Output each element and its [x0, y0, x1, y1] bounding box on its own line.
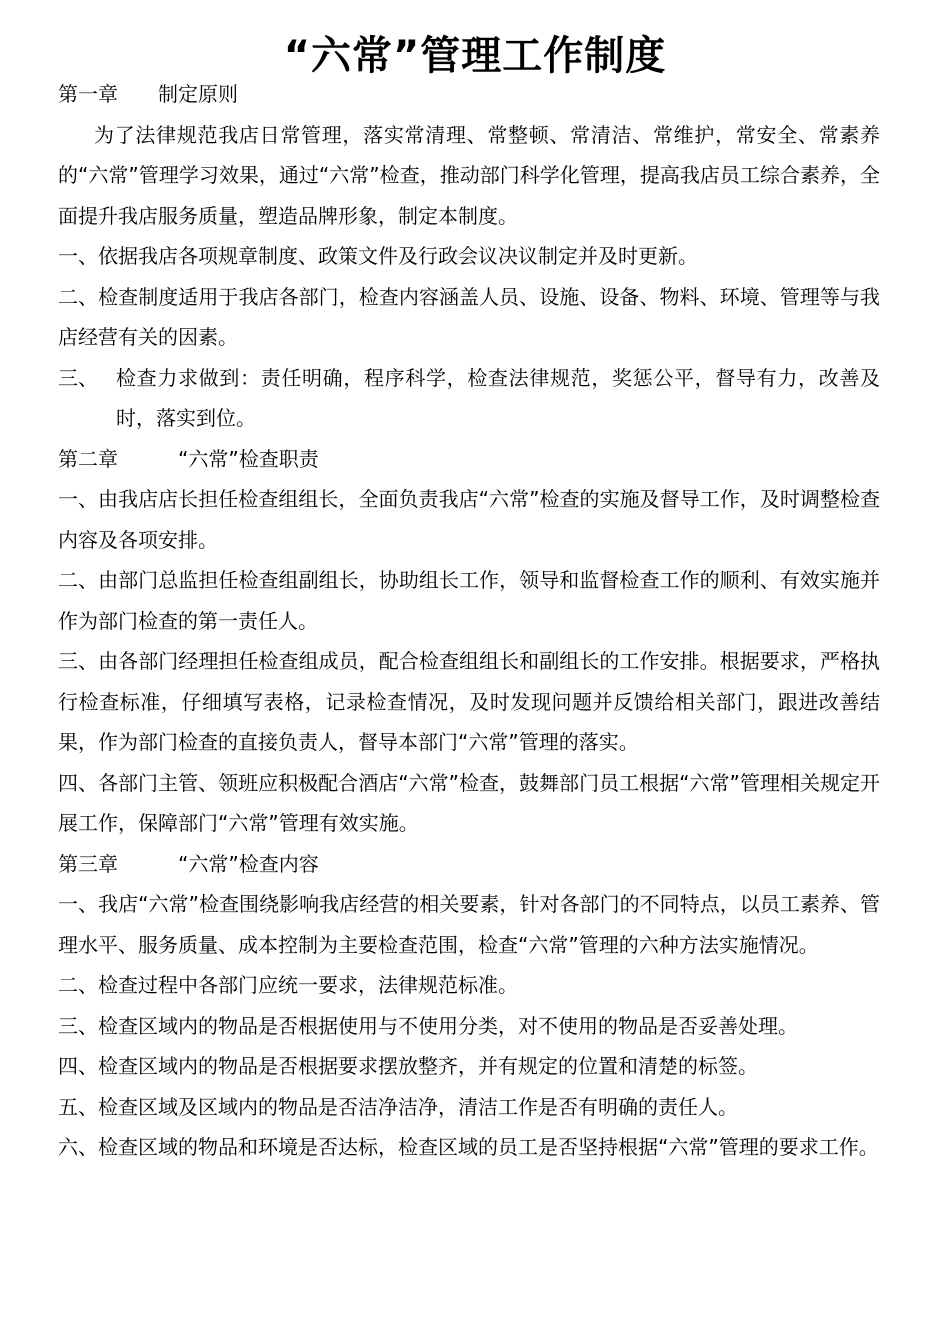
- chapter-1-item-1: 一、依据我店各项规章制度、政策文件及行政会议决议制定并及时更新。: [58, 244, 698, 268]
- chapter-title: “六常”检查职责: [178, 446, 319, 471]
- chapter-2-item-3: 三、由各部门经理担任检查组成员，配合检查组组长和副组长的工作安排。根据要求，严格执行检查标准，仔细填写表格，记录检查情况，及时发现问题并反馈给相关部门，跟进改善结果，作为部门检查的直接负责人，督导本部门“六常”管理的落实。: [58, 649, 880, 754]
- chapter-1-item-3: [58, 358, 880, 439]
- chapter-title: “六常”检查内容: [178, 851, 319, 876]
- chapter-1-intro: 为了法律规范我店日常管理，落实常清理、常整顿、常清洁、常维护，常安全、常素养的“六常”管理学习效果，通过“六常”检查，推动部门科学化管理，提高我店员工综合素养，全面提升我店服务质量，塑造品牌形象，制定本制度。: [58, 122, 880, 228]
- document-body: [58, 74, 880, 1168]
- chapter-2-item-4: 四、各部门主管、领班应积极配合酒店“六常”检查，鼓舞部门员工根据“六常”管理相关规定开展工作，保障部门“六常”管理有效实施。: [58, 770, 880, 835]
- chapter-3-item-6: 六、检查区域的物品和环境是否达标，检查区域的员工是否坚持根据“六常”管理的要求工作。: [58, 1135, 879, 1159]
- document-title: “六常”管理工作制度: [283, 33, 667, 79]
- item-text: 检查力求做到：责任明确，程序科学，检查法律规范，奖惩公平，督导有力，改善及时，落实到位。: [116, 365, 880, 430]
- chapter-1-item-2: 二、检查制度适用于我店各部门，检查内容涵盖人员、设施、设备、物料、环境、管理等与我店经营有关的因素。: [58, 284, 880, 349]
- chapter-3-item-4: 四、检查区域内的物品是否根据要求摆放整齐，并有规定的位置和清楚的标签。: [58, 1054, 758, 1078]
- chapter-3-item-1: 一、我店“六常”检查围绕影响我店经营的相关要素，针对各部门的不同特点，以员工素养、管理水平、服务质量、成本控制为主要检查范围，检查“六常”管理的六种方法实施情况。: [58, 892, 880, 957]
- chapter-number: 第一章: [58, 82, 118, 106]
- chapter-title: 制定原则: [158, 82, 238, 106]
- chapter-1-heading: [58, 74, 880, 115]
- chapter-2-heading: [58, 439, 880, 480]
- chapter-number: 第二章: [58, 446, 118, 471]
- chapter-3-item-5: 五、检查区域及区域内的物品是否洁净洁净，清洁工作是否有明确的责任人。: [58, 1094, 738, 1119]
- chapter-3-heading: [58, 844, 880, 885]
- chapter-number: 第三章: [58, 851, 118, 876]
- chapter-3-item-2: 二、检查过程中各部门应统一要求，法律规范标准。: [58, 973, 518, 997]
- chapter-2-item-2: 二、由部门总监担任检查组副组长，协助组长工作，领导和监督检查工作的顺利、有效实施并作为部门检查的第一责任人。: [58, 568, 880, 633]
- chapter-3-item-3: 三、检查区域内的物品是否根据使用与不使用分类，对不使用的物品是否妥善处理。: [58, 1013, 798, 1038]
- chapter-2-item-1: 一、由我店店长担任检查组组长，全面负责我店“六常”检查的实施及督导工作，及时调整检查内容及各项安排。: [58, 487, 880, 552]
- item-marker: 三、: [58, 365, 98, 390]
